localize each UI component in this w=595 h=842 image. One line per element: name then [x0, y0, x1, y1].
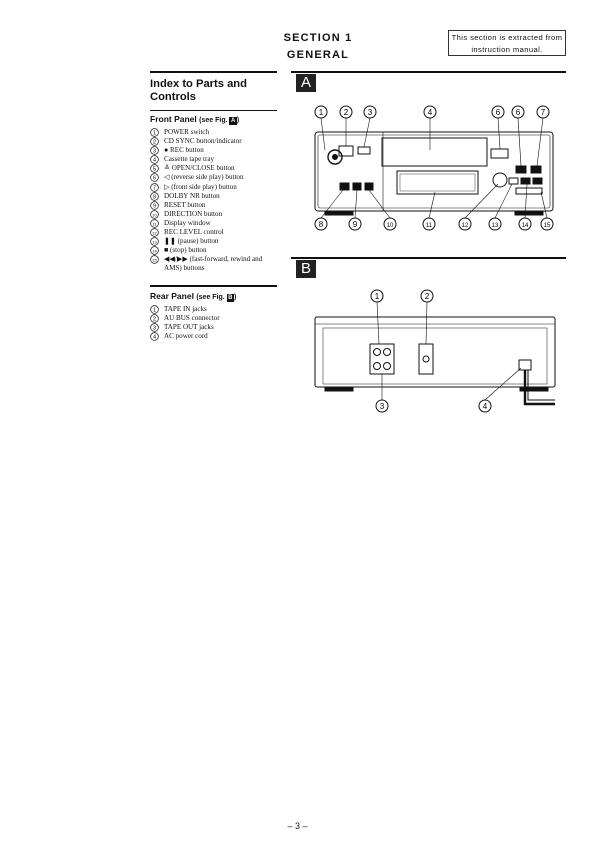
figure-callout [376, 400, 388, 412]
svg-text:10: 10 [152, 212, 157, 218]
index-top-rule [150, 71, 277, 73]
svg-text:7: 7 [540, 108, 546, 117]
svg-text:9: 9 [153, 203, 156, 210]
svg-text:2: 2 [153, 139, 156, 146]
figure-callout [541, 218, 553, 230]
rear-panel-item [150, 305, 277, 314]
page-number: – 3 – [287, 821, 308, 831]
front-panel-item-text: ■ (stop) button [164, 246, 207, 255]
svg-text:1: 1 [374, 292, 380, 301]
figure-callout [459, 218, 471, 230]
front-panel-list [150, 128, 277, 274]
callout-number-icon [150, 246, 159, 255]
front-panel-item [150, 137, 277, 146]
callout-number-icon [150, 237, 159, 246]
svg-text:3: 3 [153, 148, 156, 155]
svg-text:3: 3 [379, 402, 385, 411]
callout-number-icon [150, 146, 159, 155]
front-panel-item-text: Display window [164, 218, 211, 227]
callout-number-icon [150, 183, 159, 192]
rear-panel-ref: (see Fig. B ) [196, 293, 237, 301]
svg-text:6: 6 [495, 108, 501, 117]
svg-text:2: 2 [153, 315, 156, 322]
front-panel-item-text: ● REC button [164, 146, 204, 155]
svg-text:9: 9 [352, 220, 358, 229]
callout-number-icon [150, 137, 159, 146]
figure-callout [340, 106, 352, 118]
rear-panel-label: Rear Panel [150, 290, 194, 301]
callout-number-icon [150, 305, 159, 314]
front-panel-item-text: CD SYNC button/indicator [164, 137, 242, 146]
front-panel-item-text: ❚❚ (pause) button [164, 237, 219, 246]
svg-text:4: 4 [427, 108, 433, 117]
figure-callout [519, 218, 531, 230]
section-number: SECTION 1 [283, 32, 353, 44]
rear-panel-item-text: TAPE OUT jacks [164, 322, 214, 331]
front-panel-item [150, 155, 277, 164]
svg-text:13: 13 [152, 239, 157, 245]
figure-callout [315, 218, 327, 230]
figure-callout [384, 218, 396, 230]
front-panel-item [150, 246, 277, 255]
rear-panel-list [150, 305, 277, 341]
figure-callout [349, 218, 361, 230]
figure-callout [512, 106, 524, 118]
front-panel-item-text: DOLBY NR button [164, 191, 220, 200]
callout-number-icon [150, 164, 159, 173]
svg-text:6: 6 [515, 108, 521, 117]
svg-text:11: 11 [152, 221, 157, 227]
front-panel-item [150, 219, 277, 228]
svg-text:15: 15 [152, 257, 157, 263]
rear-panel-item [150, 314, 277, 323]
front-panel-label: Front Panel [150, 114, 197, 124]
front-panel-diagram [295, 100, 570, 235]
figure-callout [371, 290, 383, 302]
svg-text:12: 12 [461, 223, 469, 229]
callout-number-icon [150, 332, 159, 341]
rear-panel-item [150, 323, 277, 332]
figure-callout [315, 106, 327, 118]
front-panel-item [150, 146, 277, 155]
figure-callout [424, 106, 436, 118]
index-title: Index to Parts and Controls [150, 78, 247, 103]
svg-text:14: 14 [521, 223, 529, 229]
front-panel-item-text: ≙ OPEN/CLOSE button [164, 164, 235, 173]
front-panel-item [150, 255, 277, 273]
figure-callout [479, 400, 491, 412]
callout-number-icon [150, 228, 159, 237]
figure-a-label: A [296, 74, 316, 92]
figure-a-rule [291, 71, 566, 73]
callout-number-icon [150, 201, 159, 210]
svg-text:13: 13 [491, 223, 499, 229]
svg-text:1: 1 [153, 306, 156, 313]
figure-callout [364, 106, 376, 118]
front-panel-item [150, 201, 277, 210]
figure-callout [489, 218, 501, 230]
fig-b-ref: B [228, 294, 233, 301]
figure-callout [421, 290, 433, 302]
front-panel-item [150, 237, 277, 246]
front-panel-item-text: ◀◀/▶▶ (fast-forward, rewind and AMS) buttons [164, 255, 263, 273]
rear-panel-title [150, 291, 277, 302]
front-panel-item [150, 228, 277, 237]
fig-a-ref: A [230, 118, 236, 124]
callout-number-icon [150, 128, 159, 137]
rear-panel-rule [150, 285, 277, 287]
front-panel-item-text: REC LEVEL control [164, 228, 224, 237]
rear-panel-item-text: AU BUS connector [164, 313, 220, 322]
front-panel-item-text: DIRECTION button [164, 209, 223, 218]
figure-callout [423, 218, 435, 230]
front-panel-item [150, 128, 277, 137]
front-panel-title [150, 114, 277, 125]
svg-text:5: 5 [153, 166, 156, 173]
extract-note: This section is extracted from instruction manual. [448, 30, 566, 56]
callout-number-icon [150, 173, 159, 182]
svg-text:2: 2 [343, 108, 349, 117]
front-panel-item [150, 192, 277, 201]
rear-panel-item-text: TAPE IN jacks [164, 304, 207, 313]
svg-text:1: 1 [153, 130, 156, 137]
figure-callout [537, 106, 549, 118]
callout-number-icon [150, 210, 159, 219]
svg-text:14: 14 [152, 248, 157, 254]
section-heading [250, 30, 386, 64]
rear-panel-diagram [295, 284, 570, 419]
svg-text:3: 3 [153, 325, 156, 332]
callout-number-icon [150, 255, 159, 264]
svg-text:12: 12 [152, 230, 157, 236]
svg-text:6: 6 [153, 175, 156, 182]
rear-panel-item [150, 332, 277, 341]
front-panel-item-text: ◁ (reverse side play) button [164, 173, 244, 182]
front-panel-item [150, 183, 277, 192]
svg-text:1: 1 [318, 108, 324, 117]
front-panel-item-text: Cassette tape tray [164, 155, 215, 164]
callout-number-icon [150, 219, 159, 228]
svg-text:3: 3 [367, 108, 373, 117]
svg-text:8: 8 [318, 220, 324, 229]
svg-text:10: 10 [386, 223, 394, 229]
callout-number-icon [150, 192, 159, 201]
front-panel-item-text: ▷ (front side play) button [164, 182, 237, 191]
callout-number-icon [150, 323, 159, 332]
front-panel-item-text: POWER switch [164, 128, 210, 136]
rear-panel-item-text: AC power cord [164, 331, 208, 340]
front-panel-ref: (see Fig. A ) [199, 117, 240, 124]
section-name: GENERAL [286, 49, 350, 61]
front-panel-item [150, 164, 277, 173]
svg-text:2: 2 [424, 292, 430, 301]
figure-b-rule [291, 257, 566, 259]
svg-text:4: 4 [482, 402, 488, 411]
svg-text:4: 4 [153, 157, 156, 164]
front-panel-item-text: RESET button [164, 200, 206, 209]
svg-text:4: 4 [153, 334, 156, 341]
svg-text:15: 15 [543, 223, 551, 229]
svg-text:8: 8 [153, 194, 156, 201]
figure-b-label: B [296, 260, 316, 278]
front-panel-item [150, 210, 277, 219]
parts-index [150, 71, 277, 341]
front-panel-rule [150, 110, 277, 111]
callout-number-icon [150, 314, 159, 323]
figure-callout [492, 106, 504, 118]
svg-text:7: 7 [153, 184, 156, 191]
front-panel-item [150, 173, 277, 182]
callout-number-icon [150, 155, 159, 164]
svg-text:11: 11 [425, 223, 433, 229]
